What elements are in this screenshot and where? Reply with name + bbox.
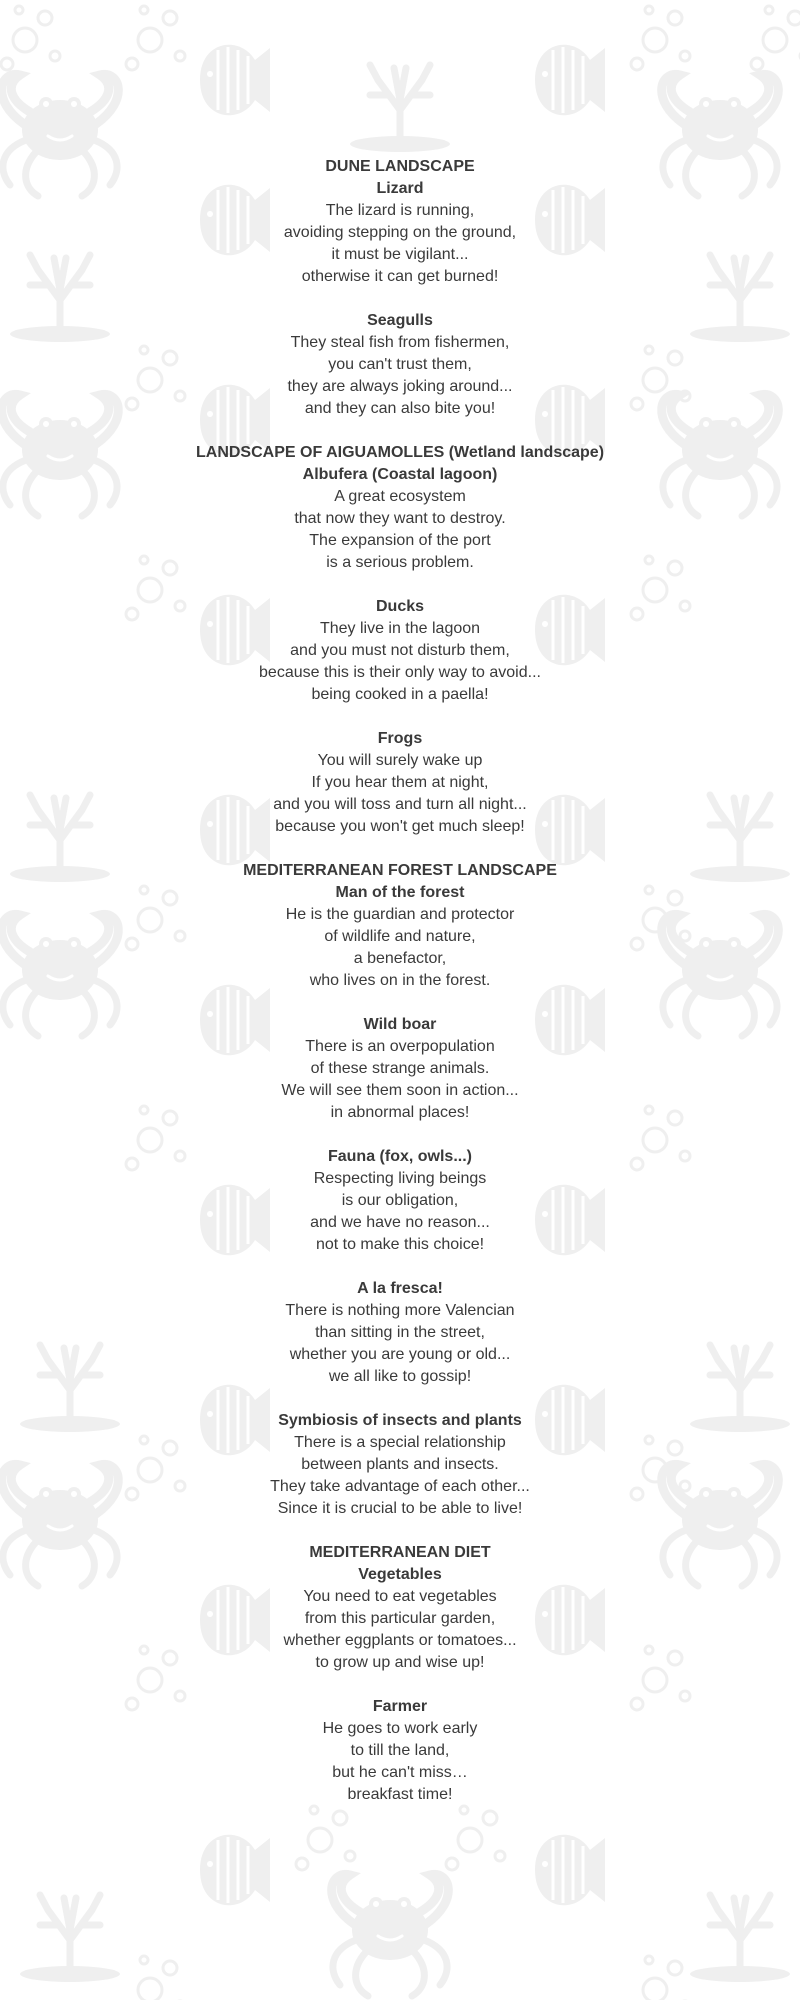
poem-line: it must be vigilant...	[331, 246, 469, 263]
poem-line: Respecting living beings	[313, 1170, 487, 1187]
poem-line: than sitting in the street,	[315, 1324, 485, 1341]
stanza-title: Vegetables	[358, 1566, 442, 1583]
poem-line: A great ecosystem	[334, 488, 466, 505]
fish-icon	[535, 45, 605, 116]
section-heading: DUNE LANDSCAPE	[325, 158, 475, 175]
stanza	[0, 156, 800, 288]
poem-line: otherwise it can get burned!	[301, 268, 499, 285]
stanza	[0, 442, 800, 574]
stanza-title: Seagulls	[367, 312, 433, 329]
stanza	[0, 310, 800, 420]
poem-line: breakfast time!	[347, 1786, 453, 1803]
poem-line: between plants and insects.	[301, 1456, 499, 1473]
poem-line: whether you are young or old...	[289, 1346, 511, 1363]
stanza-title: Ducks	[375, 598, 425, 615]
fish-icon	[200, 1835, 270, 1906]
stanza	[0, 596, 800, 706]
stanza	[0, 1410, 800, 1520]
section-heading: MEDITERRANEAN FOREST LANDSCAPE	[243, 862, 557, 879]
poem-line: There is an overpopulation	[305, 1038, 495, 1055]
stanza-title: Symbiosis of insects and plants	[278, 1412, 522, 1429]
poem-line: and you must not disturb them,	[290, 642, 510, 659]
bubbles-icon	[631, 6, 690, 70]
poem-line: They live in the lagoon	[319, 620, 481, 637]
fish-icon	[200, 45, 270, 116]
poem-line: being cooked in a paella!	[311, 686, 489, 703]
section-heading: MEDITERRANEAN DIET	[309, 1544, 491, 1561]
poem-line: because this is their only way to avoid...	[259, 664, 541, 681]
stanza-title: Frogs	[377, 730, 423, 747]
fish-icon	[535, 1835, 605, 1906]
poem-line: and you will toss and turn all night...	[273, 796, 527, 813]
poem-line: but he can't miss…	[332, 1764, 468, 1781]
poem-line: not to make this choice!	[315, 1236, 485, 1253]
stanza	[0, 1014, 800, 1124]
poem-line: is our obligation,	[341, 1192, 459, 1209]
poem-line: You will surely wake up	[317, 752, 483, 769]
bubbles-icon	[126, 1956, 185, 2000]
poem-line: The expansion of the port	[309, 532, 491, 549]
stanza-title: Lizard	[376, 180, 424, 197]
poem-line: He is the guardian and protector	[285, 906, 515, 923]
poem-line: that now they want to destroy.	[294, 510, 506, 527]
stanza	[0, 860, 800, 992]
poem-line: There is a special relationship	[294, 1434, 506, 1451]
stanza	[0, 1278, 800, 1388]
coral-icon	[690, 1895, 790, 1982]
poem-line: from this particular garden,	[304, 1610, 496, 1627]
poem-line: avoiding stepping on the ground,	[283, 224, 517, 241]
poem-line: whether eggplants or tomatoes...	[283, 1632, 517, 1649]
stanza	[0, 1542, 800, 1674]
stanza-title: Wild boar	[363, 1016, 437, 1033]
poem-line: and they can also bite you!	[304, 400, 496, 417]
stanza-title: Fauna (fox, owls...)	[327, 1148, 472, 1165]
poem-line: You need to eat vegetables	[303, 1588, 497, 1605]
bubbles-icon	[751, 6, 800, 70]
stanza	[0, 1146, 800, 1256]
section-heading: LANDSCAPE OF AIGUAMOLLES (Wetland landscape)	[195, 444, 605, 461]
poem-line: Since it is crucial to be able to live!	[277, 1500, 523, 1517]
poem-line: to grow up and wise up!	[315, 1654, 485, 1671]
coral-icon	[350, 65, 450, 152]
stanza-title: Man of the forest	[335, 884, 465, 901]
poem-container	[0, 156, 800, 1828]
poem-line: The lizard is running,	[325, 202, 475, 219]
poem-line: There is nothing more Valencian	[285, 1302, 515, 1319]
crab-icon	[332, 1874, 449, 1996]
poem-line: They take advantage of each other...	[270, 1478, 530, 1495]
poem-line: We will see them soon in action...	[281, 1082, 519, 1099]
poem-line: because you won't get much sleep!	[275, 818, 525, 835]
stanza-title: Farmer	[372, 1698, 428, 1715]
stanza-title: A la fresca!	[357, 1280, 443, 1297]
poem-line: of these strange animals.	[310, 1060, 490, 1077]
poem-line: If you hear them at night,	[311, 774, 489, 791]
bubbles-icon	[126, 6, 185, 70]
poem-line: they are always joking around...	[287, 378, 513, 395]
poem-line: we all like to gossip!	[328, 1368, 472, 1385]
stanza	[0, 728, 800, 838]
poem-line: They steal fish from fishermen,	[290, 334, 510, 351]
bubbles-icon	[1, 6, 60, 70]
stanza-title: Albufera (Coastal lagoon)	[302, 466, 498, 483]
poem-line: you can't trust them,	[328, 356, 472, 373]
stanza	[0, 1696, 800, 1806]
poem-line: and we have no reason...	[310, 1214, 490, 1231]
poem-line: in abnormal places!	[330, 1104, 470, 1121]
poem-line: who lives on in the forest.	[309, 972, 491, 989]
poem-line: to till the land,	[350, 1742, 450, 1759]
coral-icon	[20, 1895, 120, 1982]
poem-line: a benefactor,	[353, 950, 447, 967]
poem-line: is a serious problem.	[326, 554, 474, 571]
bubbles-icon	[631, 1956, 690, 2000]
poem-line: of wildlife and nature,	[324, 928, 476, 945]
poem-line: He goes to work early	[322, 1720, 478, 1737]
